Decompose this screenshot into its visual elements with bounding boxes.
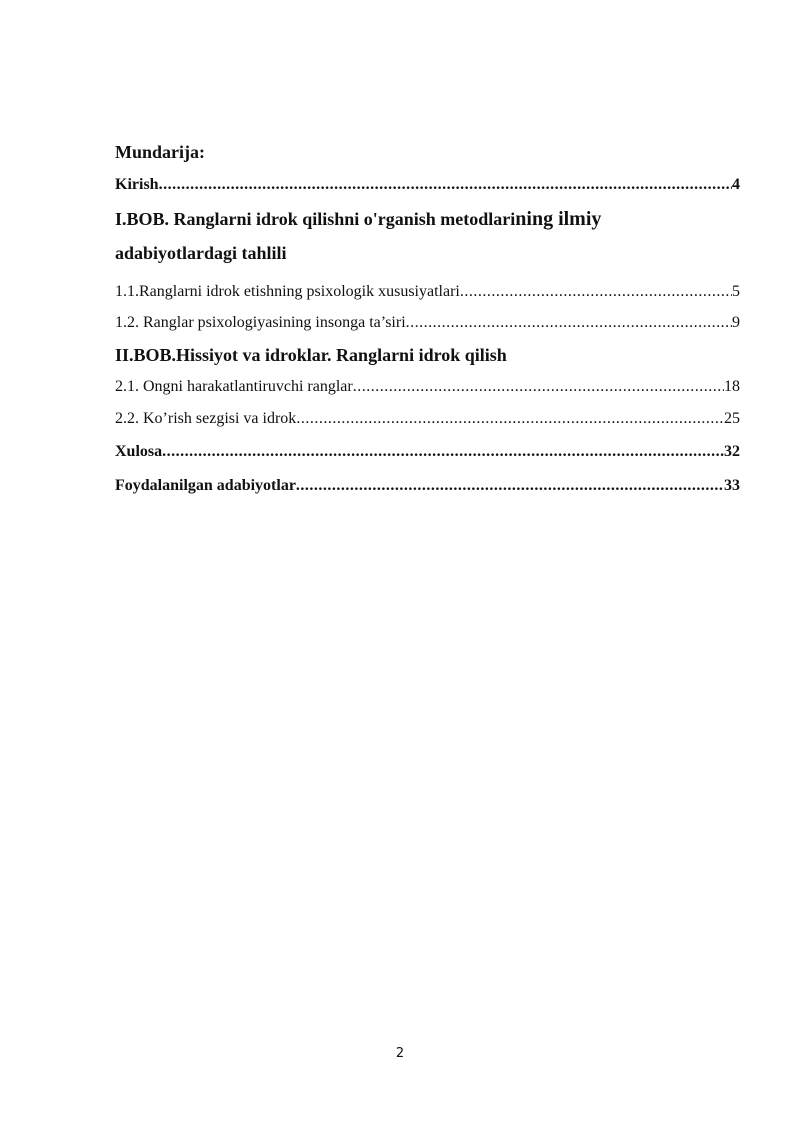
toc-entry-page: 18 [724, 378, 740, 395]
chapter-title-part-b: ning ilmiy [515, 208, 602, 230]
toc-entry-page: 33 [724, 477, 740, 494]
leader-dots [162, 443, 724, 461]
toc-entry-title: Kirish [115, 176, 159, 193]
leader-dots [460, 283, 732, 301]
leader-dots [296, 477, 724, 495]
toc-entry-2-1 [115, 378, 740, 396]
toc-entry-kirish [115, 176, 740, 194]
toc-entry-title: 1.2. Ranglar psixologiyasining insonga ta’siri [115, 314, 406, 331]
toc-entry-1-1 [115, 283, 740, 301]
toc-entry-2-2 [115, 410, 740, 428]
leader-dots [353, 378, 724, 396]
leader-dots [406, 314, 732, 332]
toc-entry-page: 5 [732, 283, 740, 300]
toc-entry-title: 2.2. Ko’rish sezgisi va idrok [115, 410, 297, 427]
toc-entry-title: Xulosa [115, 443, 163, 460]
page-number: 2 [395, 1046, 405, 1061]
leader-dots [296, 410, 724, 428]
toc-entry-1-2 [115, 314, 740, 332]
toc-entry-title: Foydalanilgan adabiyotlar [115, 477, 296, 494]
toc-entry-page: 25 [724, 410, 740, 427]
toc-entry-page: 4 [732, 176, 740, 193]
toc-entry-xulosa [115, 443, 740, 461]
toc-entry-page: 9 [732, 314, 740, 331]
toc-entry-title: 2.1. Ongni harakatlantiruvchi ranglar [115, 378, 353, 395]
toc-entry-title: 1.1.Ranglarni idrok etishning psixologik xususiyatlari [115, 283, 460, 300]
toc-chapter-1 [115, 208, 740, 231]
chapter-title-line2: adabiyotlardagi tahlili [115, 243, 287, 263]
chapter-title-part-a: I.BOB. Ranglarni idrok qilishni o'rganish metodlari [115, 209, 516, 229]
toc-entry-page: 32 [724, 443, 740, 460]
toc-chapter-2 [115, 345, 740, 366]
toc-entry-adabiyotlar [115, 477, 740, 495]
leader-dots [159, 176, 732, 194]
toc-heading: Mundarija: [115, 142, 205, 162]
toc-chapter-1-line2 [115, 243, 740, 264]
chapter-title: II.BOB.Hissiyot va idroklar. Ranglarni idrok qilish [115, 345, 507, 365]
